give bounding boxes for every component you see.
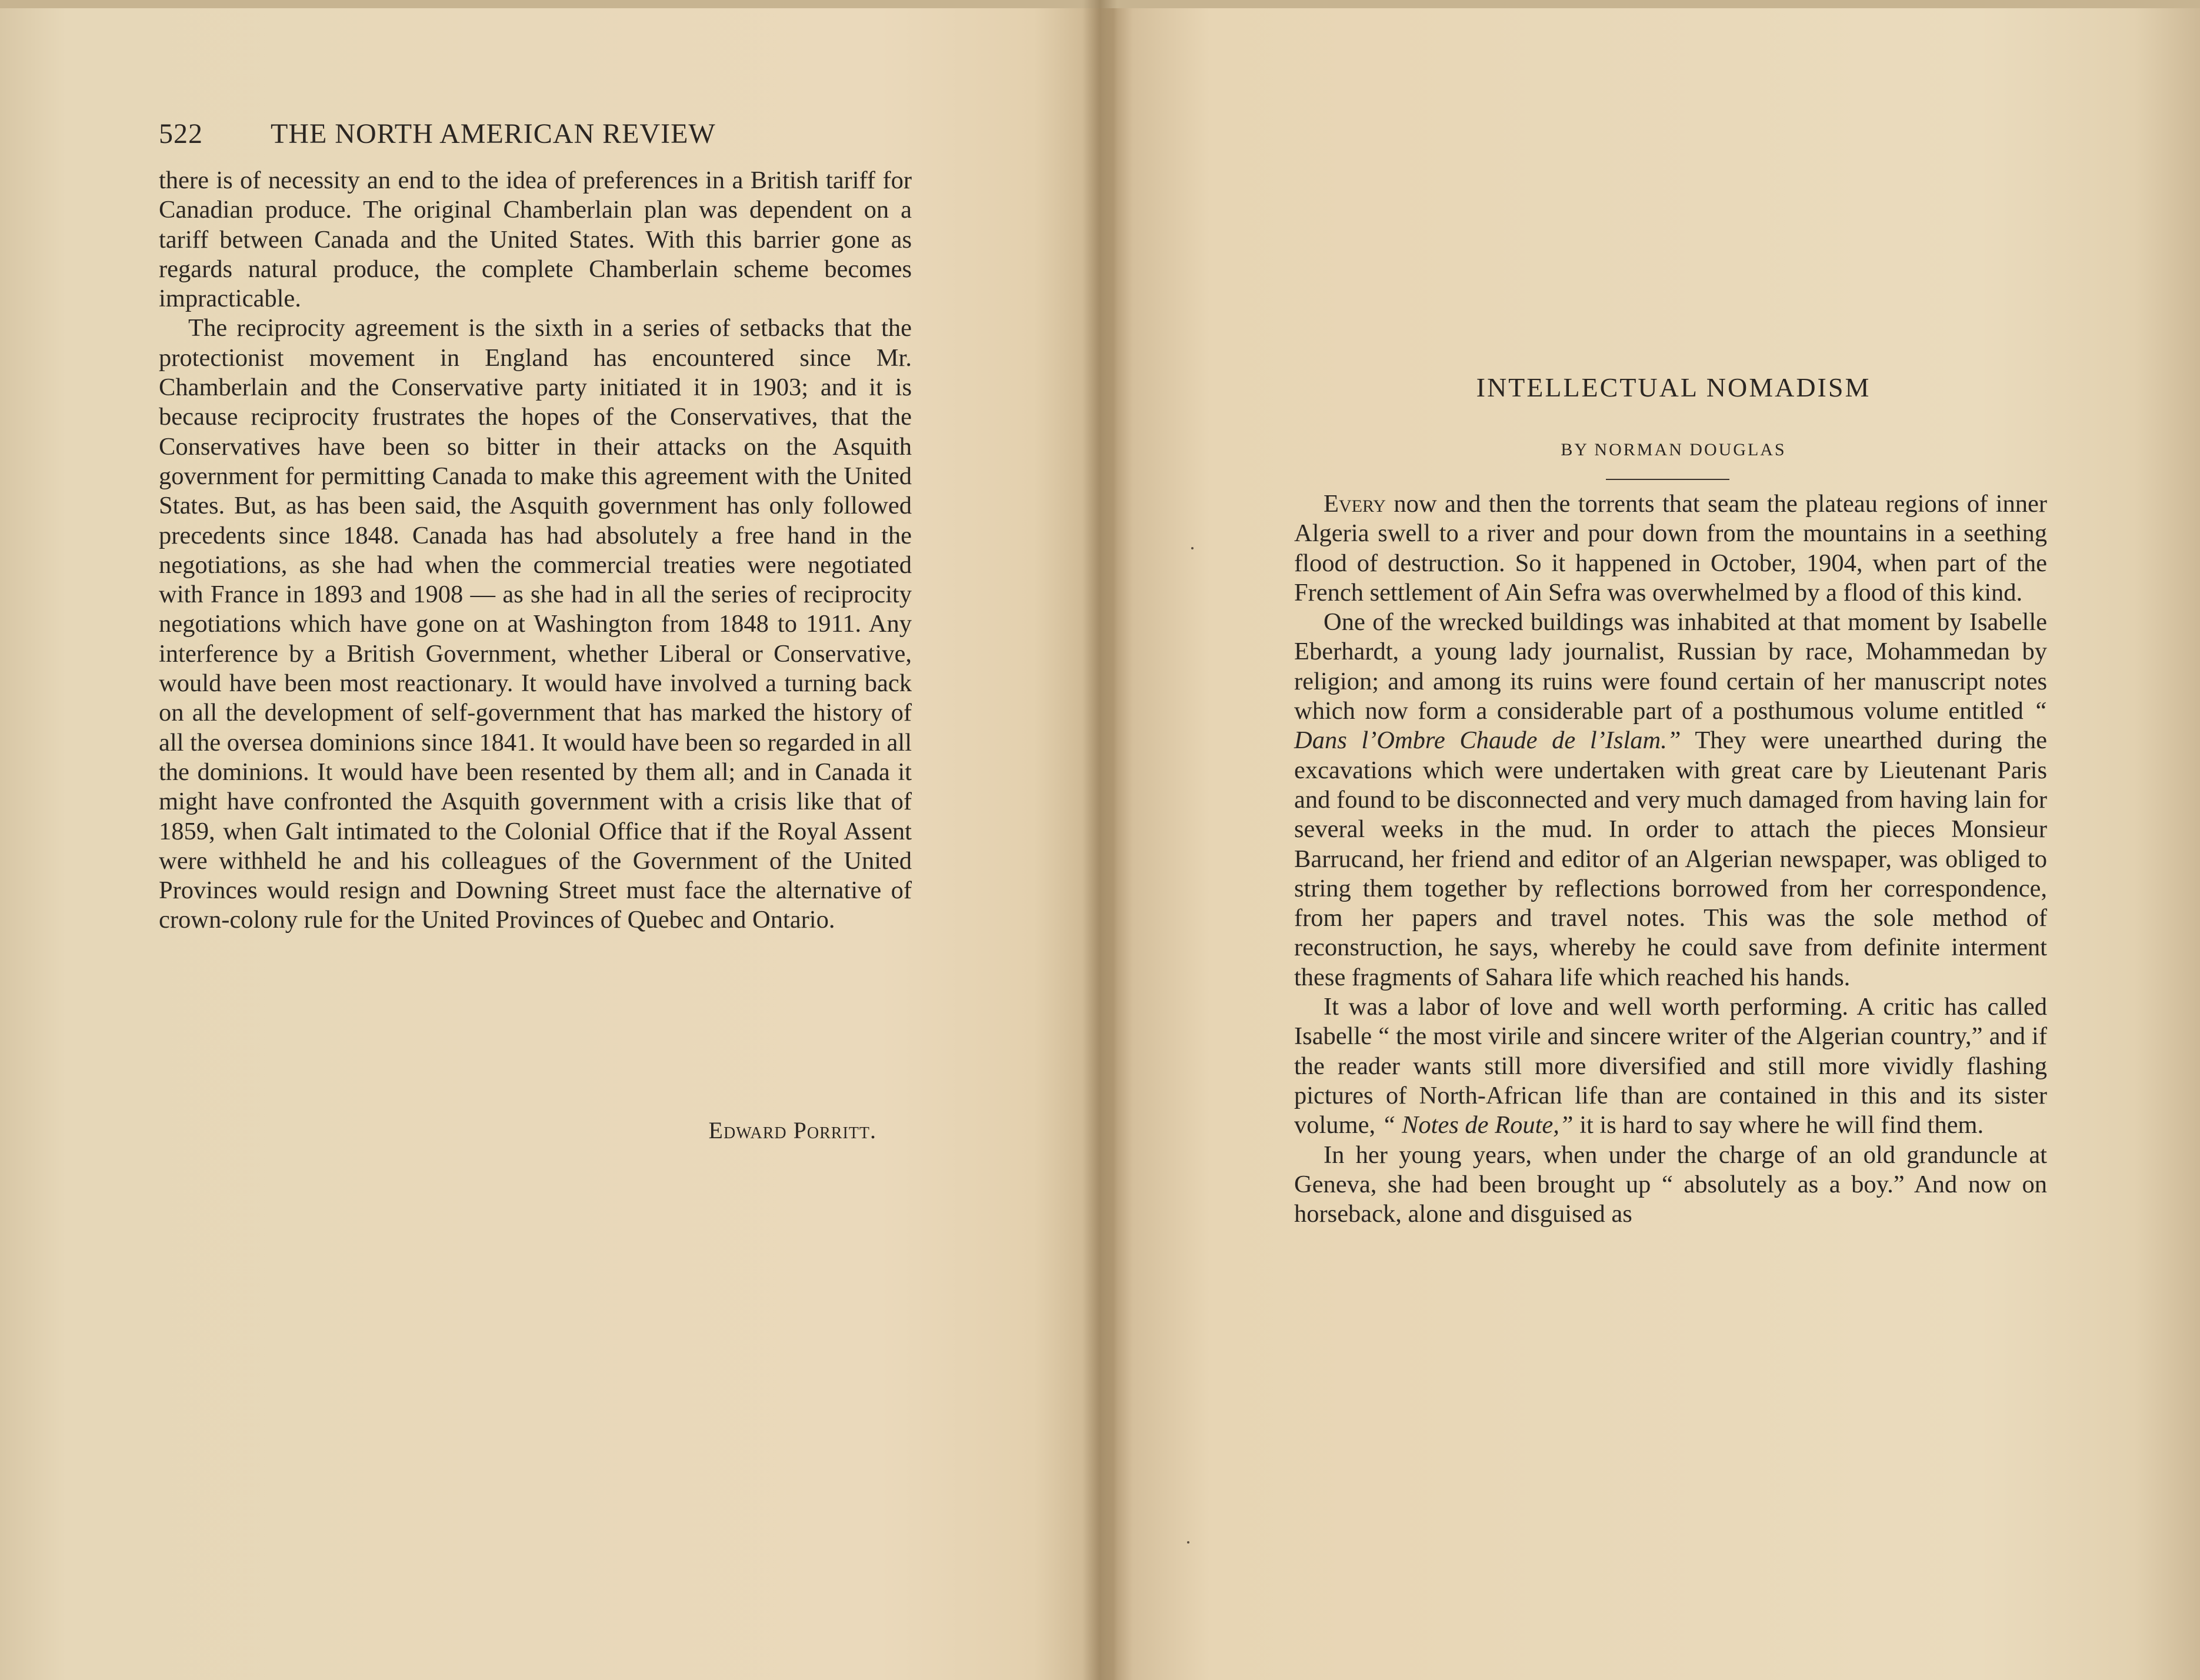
journal-title: THE NORTH AMERICAN REVIEW (271, 118, 716, 149)
author-signature: Edward Porritt. (708, 1117, 876, 1144)
book-title: “ Notes de Route,” (1381, 1111, 1574, 1139)
paragraph-text: They were unearthed during the excavations which were undertaken with great care by Lieutenant Paris and found to be disconnected and very much damaged from having lain for several weeks in the mud. In order to attach the pieces Monsieur Barrucand, her friend and editor of an Algerian newspaper, was obliged to string them together by reflections borrowed from her correspondence, from her papers and travel notes. This was the sole method of reconstruction, he says, whereby he could save from definite interment these fragments of Sahara life which reached his hands. (1294, 726, 2048, 991)
article-title: INTELLECTUAL NOMADISM (1476, 372, 1871, 402)
paragraph-text: it is hard to say where he will find them. (1573, 1111, 1984, 1139)
title-rule (1606, 479, 1729, 480)
book-gutter (1082, 0, 1118, 1680)
paragraph: In her young years, when under the charge of an old granduncle at Geneva, she had been brought up “ absolutely as a boy.” And now on horseback, alone and disguised as (1294, 1141, 2047, 1228)
left-body-text (159, 166, 912, 935)
paragraph (1294, 992, 2047, 1140)
paragraph: The reciprocity agreement is the sixth in a series of setbacks that the protectionist movement in England has encountered since Mr. Chamberlain and the Conservative party initiated it in 1903; and it is because reciprocity frustrates the hopes of the Conservatives, that the Conservatives have been so bitter in their attacks on the Asquith government for permitting Canada to make this agreement with the United States. But, as has been said, the Asquith government has only followed precedents since 1848. Canada has had absolutely a free hand in the negotiations, as she had when the commercial treaties were negotiated with France in 1893 and 1908 — as she had in all the series of reciprocity negotiations which have gone on at Washington from 1848 to 1911. Any interference by a British Government, whether Liberal or Conservative, would have been most reactionary. It would have involved a turning back on all the development of self-government that has marked the history of all the oversea dominions since 1841. It would have been so regarded in all the dominions. It would have been resented by them all; and in Canada it might have confronted the Asquith government with a crisis like that of 1859, when Galt intimated to the Colonial Office that if the Royal Assent were withheld he and his colleagues of the Government of the United Provinces would resign and Downing Street must face the alternative of crown-colony rule for the United Provinces of Quebec and Ontario. (159, 314, 912, 934)
paragraph: there is of necessity an end to the idea of preferences in a British tariff for Canadian produce. The original Chamberlain plan was dependent on a tariff between Canada and the United States. With this barrier gone as regards natural produce, the complete Chamberlain scheme becomes impracticable. (159, 166, 912, 313)
right-page (1288, 0, 2059, 1680)
paragraph (1294, 489, 2047, 608)
paragraph-text: One of the wrecked buildings was inhabited at that moment by Isabelle Eberhardt, a young lady journalist, Russian by race, Mohammedan by religion; and among its ruins were found certain of her manuscript notes which now form a considerable part of a posthumous volume entitled (1294, 608, 2047, 725)
paragraph-text: It was a labor of love and well worth performing. A critic has called Isabelle “ the most virile and sincere writer of the Algerian country,” and if the reader wants still more diversified and still more vividly flashing pictures of North-African life than are contained in this and its sister volume, (1294, 993, 2047, 1139)
left-page (153, 0, 918, 1680)
page-number: 522 (159, 118, 203, 149)
paper-speck (1191, 547, 1194, 549)
running-head (159, 118, 924, 150)
book-title: “ Dans l’Ombre Chaude de l’Islam.” (1294, 697, 2047, 755)
paragraph-text: now and then the torrents that seam the plateau regions of inner Algeria swell to a river and pour down from the mountains in a seething flood of destruction. So it happened in October, 1904, when part of the French settlement of Ain Sefra was overwhelmed by a flood of this kind. (1294, 490, 2047, 606)
right-body-text (1294, 489, 2047, 1229)
lead-word: Every (1324, 490, 1386, 518)
paper-speck (1187, 1541, 1189, 1544)
paragraph (1294, 608, 2047, 992)
byline: BY NORMAN DOUGLAS (1561, 440, 1786, 459)
